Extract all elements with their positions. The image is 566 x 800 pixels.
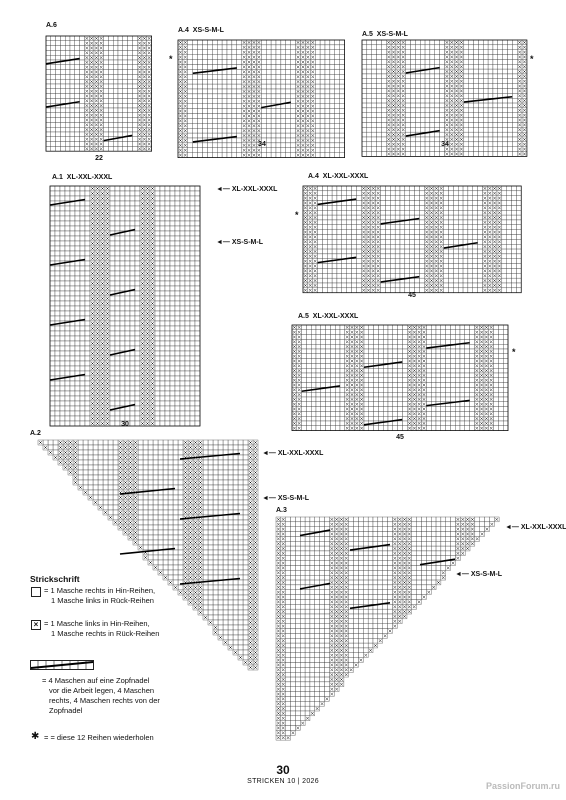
legend-empty-text: = 1 Masche rechts in Hin-Reihen, 1 Masche links in Rück-Reihen — [44, 586, 156, 605]
repeat-marker-a5-small: * — [530, 54, 534, 64]
empty-cell-icon — [31, 587, 41, 597]
chart-a1-grid — [50, 186, 200, 426]
cable-symbol-icon — [30, 660, 94, 670]
chart-a6-title: A.6 — [46, 22, 57, 29]
chart-a2-arrow-bottom: ◄— XS-S-M-L — [262, 495, 309, 502]
repeat-marker-a5-large: * — [512, 347, 516, 357]
chart-a1-width: 30 — [121, 421, 129, 428]
chart-a3-arrow-top: ◄— XL-XXL-XXXL — [505, 524, 566, 531]
legend-cable-text: = 4 Maschen auf eine Zopfnadel vor die Arbeit legen, 4 Maschen rechts, 4 Maschen rechts von der Zopfnadel — [42, 676, 160, 715]
repeat-star-icon: ✱ — [31, 731, 40, 742]
chart-a3-arrow-bottom: ◄— XS-S-M-L — [455, 571, 502, 578]
repeat-marker-a4-small: * — [169, 54, 173, 64]
chart-a5-large-title: A.5 XL-XXL-XXXL — [298, 313, 359, 320]
magazine-issue: STRICKEN 10 | 2026 — [247, 778, 319, 785]
chart-a3-title: A.3 — [276, 507, 287, 514]
chart-a4-small-grid — [178, 40, 345, 158]
chart-a6-grid — [46, 36, 152, 151]
chart-a4-large-grid — [303, 186, 521, 293]
chart-a4-small-title: A.4 XS-S-M-L — [178, 27, 224, 34]
repeat-marker-a4-large: * — [295, 210, 299, 220]
watermark: PassionForum.ru — [485, 781, 560, 791]
chart-a5-small-width: 34 — [441, 141, 449, 148]
chart-a1-arrow-top: ◄— XL-XXL-XXXL — [216, 186, 278, 193]
legend-title: Strickschrift — [30, 574, 80, 584]
chart-a1-title: A.1 XL-XXL-XXXL — [52, 174, 113, 181]
chart-a2-title: A.2 — [30, 430, 41, 437]
chart-a4-large-title: A.4 XL-XXL-XXXL — [308, 173, 369, 180]
chart-a6-width: 22 — [95, 155, 103, 162]
legend-x-text: = 1 Masche links in Hin-Reihen, 1 Masche rechts in Rück-Reihen — [44, 619, 160, 638]
chart-a5-large-width: 45 — [396, 434, 404, 441]
x-cell-icon: × — [31, 620, 41, 630]
chart-a5-small-title: A.5 XS-S-M-L — [362, 31, 408, 38]
page-number: 30 — [276, 763, 290, 777]
chart-a4-large-width: 45 — [408, 292, 416, 299]
chart-a2-arrow-top: ◄— XL-XXL-XXXL — [262, 450, 324, 457]
chart-a1-arrow-bottom: ◄— XS-S-M-L — [216, 239, 263, 246]
chart-a3-grid — [276, 517, 499, 740]
chart-a5-large-grid — [292, 325, 508, 431]
chart-a5-small-grid — [362, 40, 527, 156]
legend-repeat-text: = = diese 12 Reihen wiederholen — [44, 733, 154, 742]
chart-a4-small-width: 34 — [258, 141, 266, 148]
